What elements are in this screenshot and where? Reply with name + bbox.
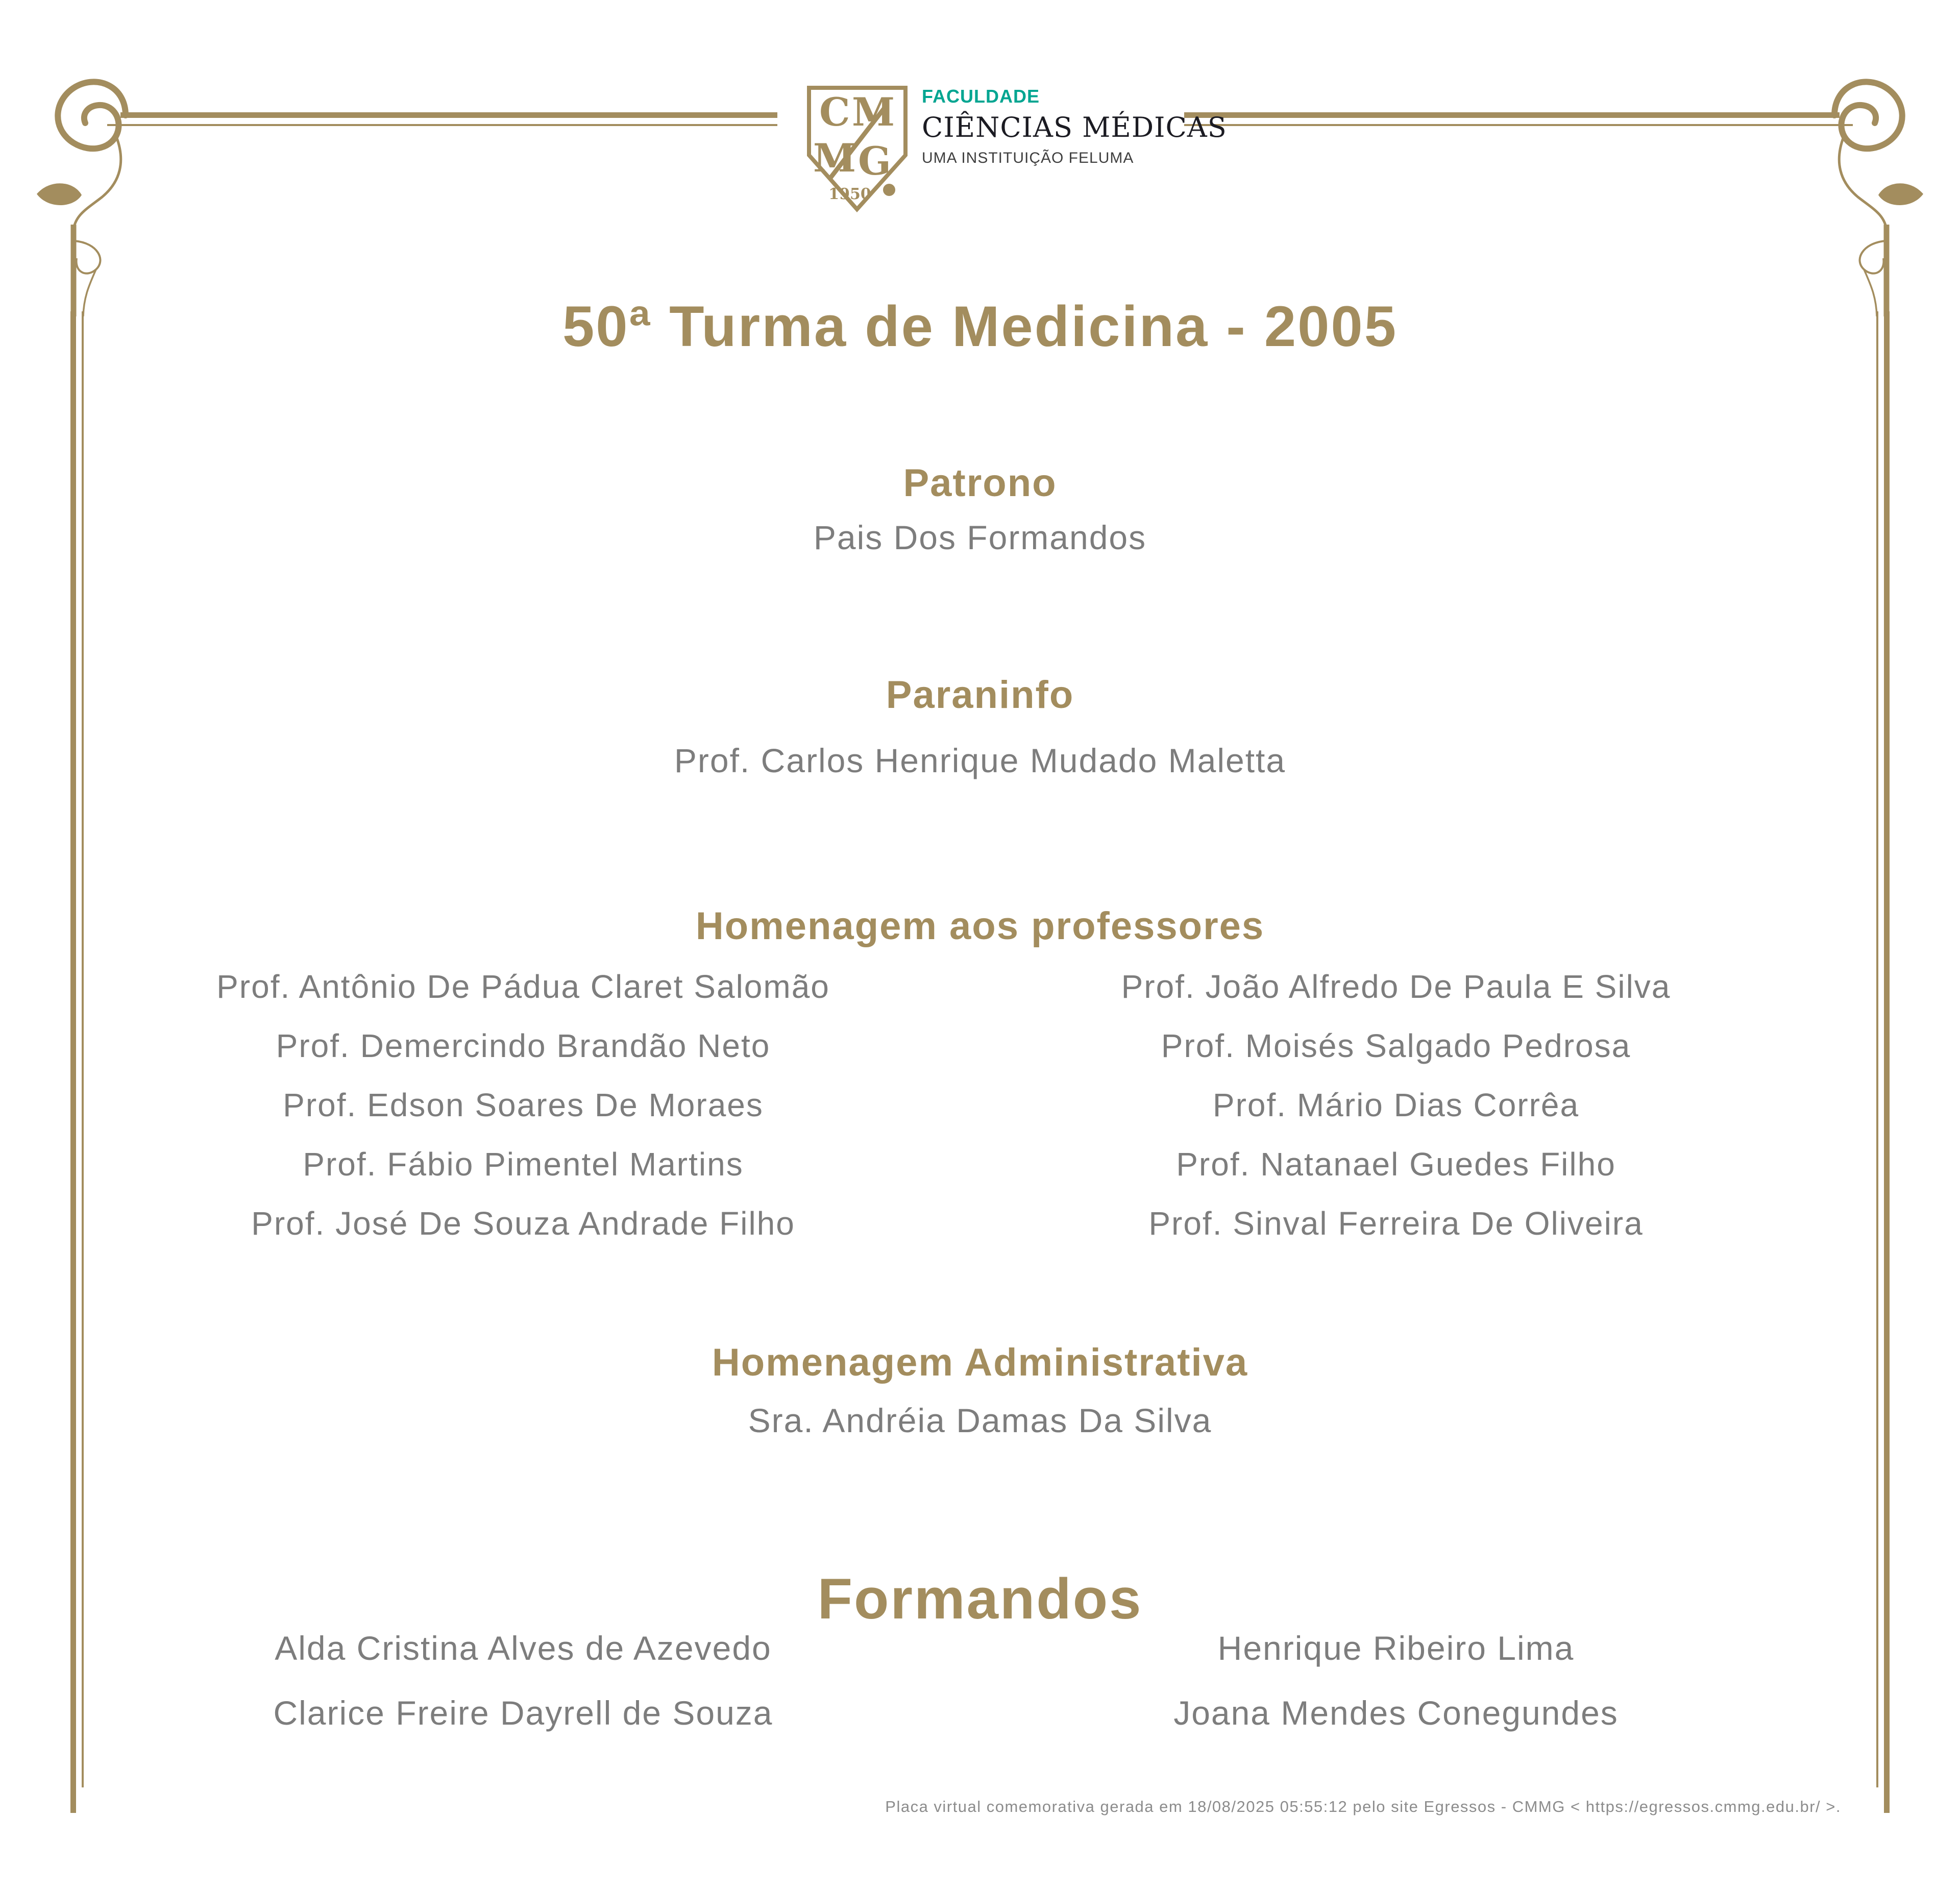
professor-name: Prof. Mário Dias Corrêa (1212, 1087, 1580, 1123)
logo-line-faculdade: FACULDADE (922, 86, 1040, 107)
graduate-name: Clarice Freire Dayrell de Souza (273, 1693, 773, 1732)
corner-flourish-icon (1792, 71, 1934, 316)
heading-paraninfo: Paraninfo (886, 673, 1074, 717)
paraninfo-name: Prof. Carlos Henrique Mudado Maletta (674, 742, 1286, 779)
professors-column-left (87, 957, 960, 1253)
page-title: 50ª Turma de Medicina - 2005 (562, 294, 1398, 359)
graduate-name: Henrique Ribeiro Lima (1217, 1629, 1575, 1667)
professor-name: Prof. José De Souza Andrade Filho (251, 1205, 795, 1242)
corner-flourish-icon (26, 71, 168, 316)
monogram-letter: M (813, 135, 856, 181)
graduate-name: Joana Mendes Conegundes (1173, 1693, 1619, 1732)
frame-top-thin-left (128, 124, 777, 126)
patrono-name: Pais Dos Formandos (813, 519, 1147, 556)
frame-top-thick-right (1184, 112, 1840, 118)
professor-name: Prof. Sinval Ferreira De Oliveira (1148, 1205, 1644, 1242)
professor-name: Prof. Antônio De Pádua Claret Salomão (216, 968, 830, 1005)
professor-name: Prof. Demercindo Brandão Neto (276, 1027, 771, 1064)
frame-top-thin-right (1184, 124, 1832, 126)
frame-top-thick-left (120, 112, 777, 118)
heading-patrono: Patrono (903, 461, 1057, 505)
cmmg-shield-icon (805, 85, 910, 212)
professor-name: Prof. Moisés Salgado Pedrosa (1161, 1027, 1631, 1064)
heading-homenagem-professores: Homenagem aos professores (695, 904, 1265, 948)
professor-name: Prof. João Alfredo De Paula E Silva (1121, 968, 1671, 1005)
graduate-name: Alda Cristina Alves de Azevedo (275, 1629, 772, 1667)
logo-wordmark (922, 86, 1227, 167)
monogram-letter: M (852, 89, 895, 135)
graduates-list (87, 1615, 1832, 1745)
heading-formandos: Formandos (817, 1566, 1143, 1631)
generation-footer-note: Placa virtual comemorativa gerada em 18/08/2025 05:55:12 pelo site Egressos - CMMG < https://egressos.cmmg.edu.br/ >. (885, 1798, 1841, 1815)
administrativa-name: Sra. Andréia Damas Da Silva (748, 1402, 1212, 1439)
professor-name: Prof. Edson Soares De Moraes (283, 1087, 764, 1123)
graduates-column-left (87, 1615, 960, 1745)
professors-column-right (960, 957, 1832, 1253)
professor-name: Prof. Fábio Pimentel Martins (303, 1146, 744, 1183)
professor-name: Prof. Natanael Guedes Filho (1176, 1146, 1616, 1183)
heading-homenagem-administrativa: Homenagem Administrativa (712, 1341, 1248, 1385)
monogram-letter: G (858, 138, 891, 184)
logo-line-instituicao: UMA INSTITUIÇÃO FELUMA (922, 150, 1134, 166)
logo-line-ciencias-medicas: CIÊNCIAS MÉDICAS (922, 111, 1227, 143)
graduates-column-right (960, 1615, 1832, 1745)
logo-year: 1950 (828, 185, 871, 203)
professors-list (87, 957, 1832, 1253)
monogram-letter: C (819, 89, 850, 135)
